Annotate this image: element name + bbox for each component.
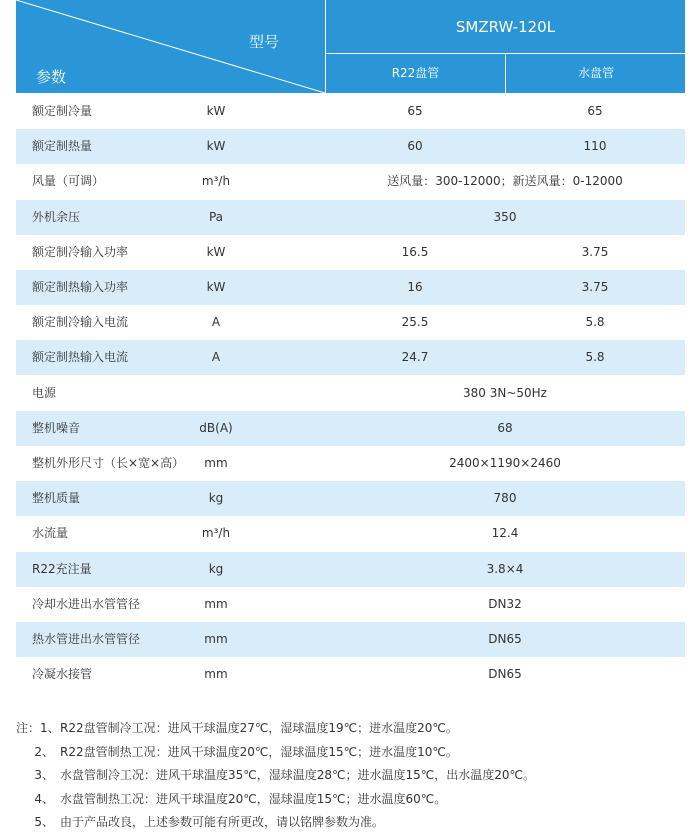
table-row: [16, 164, 685, 199]
merged-value-cell: 780: [493, 491, 517, 506]
table-row: [16, 235, 685, 270]
table-header: [16, 0, 685, 93]
merged-value-cell: 68: [497, 420, 513, 435]
table-row: [16, 481, 685, 516]
param-label: 参数: [36, 68, 67, 86]
unit-cell: kg: [208, 561, 224, 576]
param-name-cell: 冷凝水接管: [32, 667, 93, 682]
unit-cell: kW: [206, 280, 226, 294]
note-item: [16, 764, 685, 788]
table-row: [16, 200, 685, 235]
unit-cell: [141, 376, 291, 411]
table-row: [16, 516, 685, 551]
r22-value-cell: 24.7: [401, 350, 429, 365]
table-row: [16, 340, 685, 375]
param-name-cell: 风量（可调）: [32, 174, 105, 189]
param-name-cell: 额定制热输入功率: [32, 280, 129, 294]
sub-column-water: 水盘管: [577, 66, 614, 80]
note-text: 水盘管制冷工况：进风干球温度35℃，湿球温度28℃；进水温度15℃，出水温度20℃。: [60, 768, 535, 782]
water-value-cell: 5.8: [585, 350, 605, 365]
table-row: [16, 376, 685, 411]
table-row: [16, 622, 685, 657]
note-text: 由于产品改良，上述参数可能有所更改，请以铭牌参数为准。: [60, 815, 385, 829]
model-label: 型号: [249, 33, 280, 51]
param-name-cell: 额定制冷输入电流: [32, 315, 129, 330]
unit-cell: m³/h: [201, 174, 231, 189]
table-row: [16, 270, 685, 305]
unit-cell: kg: [208, 491, 224, 506]
water-value-cell: 3.75: [581, 280, 609, 294]
unit-cell: mm: [204, 596, 228, 611]
note-number: 4、: [34, 791, 54, 806]
r22-value-cell: 16.5: [401, 244, 429, 259]
table-row: [16, 446, 685, 481]
r22-value-cell: 25.5: [401, 315, 429, 330]
water-value-cell: 65: [587, 104, 603, 118]
note-item: [16, 741, 685, 765]
model-name: SMZRW-120L: [326, 0, 685, 54]
notes-section: [16, 717, 685, 835]
param-name-cell: R22充注量: [32, 561, 92, 576]
merged-value-cell: 2400×1190×2460: [449, 456, 561, 470]
note-number: 5、: [34, 815, 54, 829]
table-row: [16, 305, 685, 340]
table-row: [16, 94, 685, 129]
unit-cell: Pa: [208, 209, 224, 224]
param-name-cell: 整机噪音: [32, 420, 81, 435]
merged-value-cell: DN65: [488, 667, 522, 682]
table-row: [16, 411, 685, 446]
water-value-cell: 5.8: [585, 315, 605, 330]
unit-cell: A: [211, 350, 221, 365]
merged-value-cell: 380 3N~50Hz: [463, 385, 547, 400]
note-number: 注：1、: [16, 721, 60, 735]
unit-cell: A: [211, 315, 221, 330]
note-text: R22盘管制热工况：进风干球温度20℃，湿球温度15℃；进水温度10℃。: [60, 744, 458, 759]
unit-cell: dB(A): [199, 420, 233, 435]
water-value-cell: 110: [583, 139, 607, 154]
sub-column-r22: R22盘管: [326, 54, 506, 93]
table-row: [16, 129, 685, 164]
note-item: [16, 811, 685, 835]
merged-value-cell: 送风量：300-12000；新送风量：0-12000: [387, 174, 623, 189]
merged-value-cell: DN32: [488, 596, 522, 611]
note-number: 3、: [34, 768, 54, 782]
param-name-cell: 额定制冷量: [32, 104, 93, 118]
merged-value-cell: 3.8×4: [486, 561, 524, 576]
param-name-cell: 额定制热量: [32, 139, 93, 154]
param-name-cell: 外机余压: [32, 209, 81, 224]
unit-cell: mm: [204, 456, 228, 470]
param-name-cell: 冷却水进出水管管径: [32, 596, 141, 611]
note-item: [16, 788, 685, 812]
r22-value-cell: 65: [407, 104, 423, 118]
model-column-header: [325, 0, 685, 93]
unit-cell: kW: [206, 244, 226, 259]
table-row: [16, 552, 685, 587]
note-text: 水盘管制热工况：进风干球温度20℃，湿球温度15℃；进水温度60℃。: [60, 791, 447, 806]
param-name-cell: 额定制冷输入功率: [32, 244, 129, 259]
param-name-cell: 整机质量: [32, 491, 81, 506]
param-name-cell: 额定制热输入电流: [32, 350, 129, 365]
water-value-cell: 3.75: [581, 244, 609, 259]
unit-cell: mm: [204, 667, 228, 682]
param-name-cell: 热水管进出水管管径: [32, 632, 141, 646]
param-name-cell: 整机外形尺寸（长×宽×高）: [32, 456, 185, 470]
table-row: [16, 657, 685, 692]
param-name-cell: 水流量: [32, 526, 69, 541]
note-item: [16, 717, 685, 741]
note-text: R22盘管制冷工况：进风干球温度27℃，湿球温度19℃；进水温度20℃。: [60, 721, 458, 735]
r22-value-cell: 16: [407, 280, 423, 294]
merged-value-cell: 12.4: [491, 526, 519, 541]
merged-value-cell: DN65: [488, 632, 522, 646]
unit-cell: mm: [204, 632, 228, 646]
unit-cell: kW: [206, 139, 226, 154]
r22-value-cell: 60: [407, 139, 423, 154]
merged-value-cell: 350: [493, 209, 517, 224]
table-row: [16, 587, 685, 622]
param-name-cell: 电源: [32, 385, 57, 400]
unit-cell: kW: [206, 104, 226, 118]
unit-cell: m³/h: [201, 526, 231, 541]
note-number: 2、: [34, 744, 54, 759]
